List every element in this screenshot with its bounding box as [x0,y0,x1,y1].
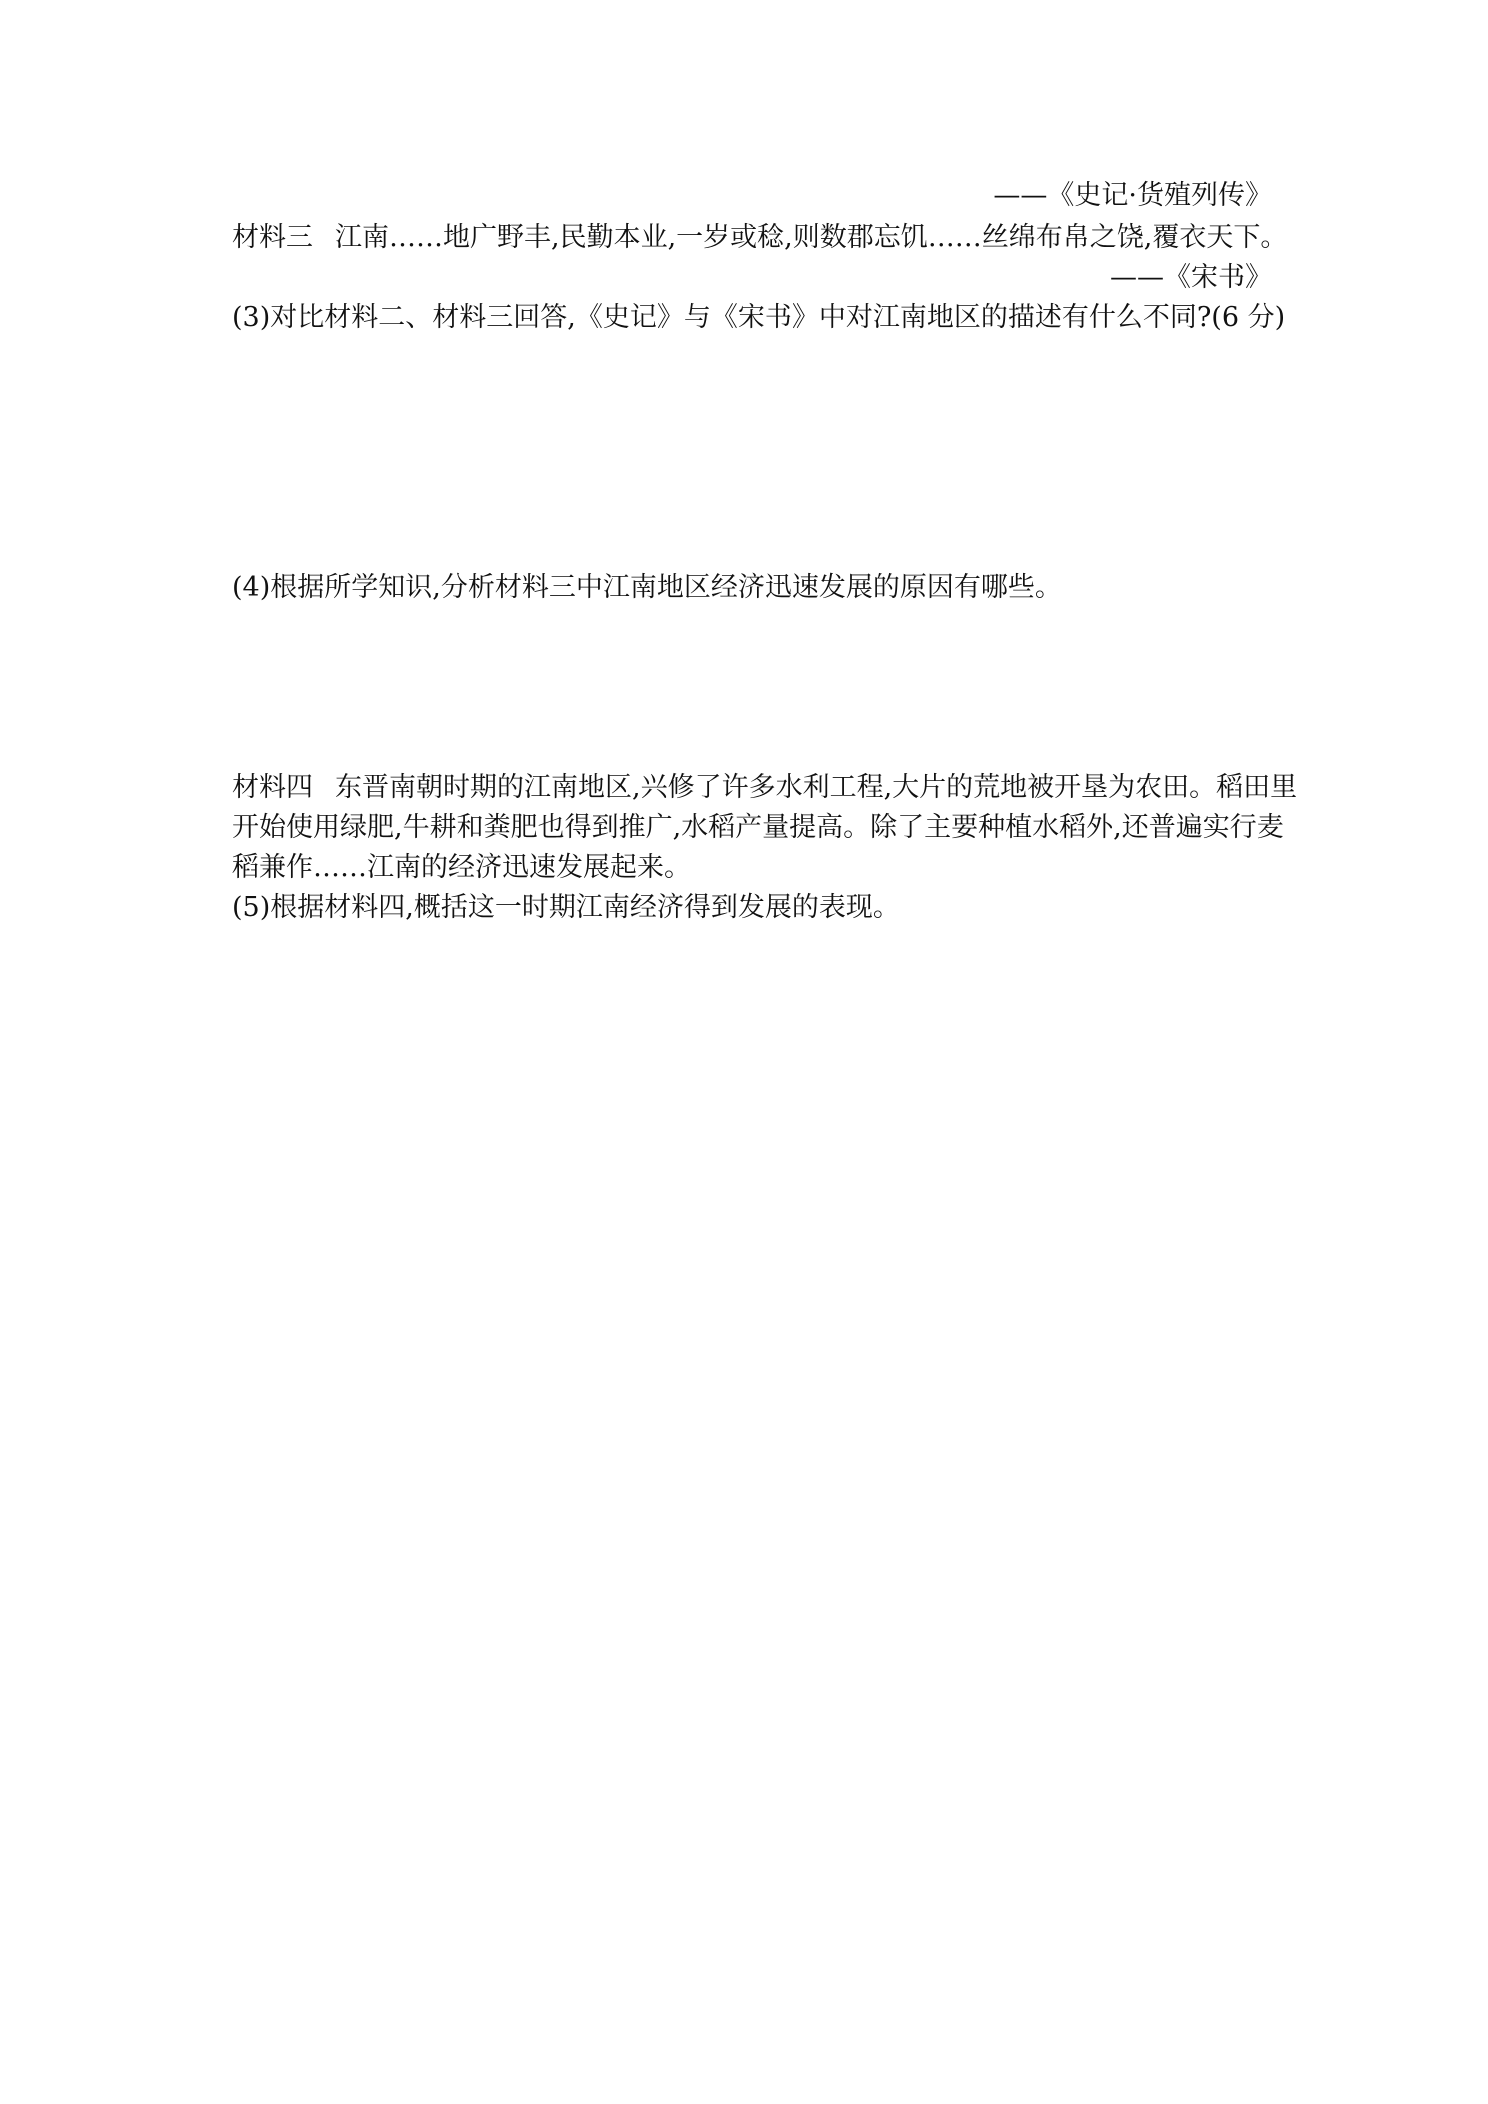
material-four-line-3: 稻兼作……江南的经济迅速发展起来。 [232,852,691,883]
page-content [232,176,1298,928]
material-four-text-line-1: 东晋南朝时期的江南地区,兴修了许多水利工程,大片的荒地被开垦为农田。稻田里 [335,772,1298,803]
material-three-label: 材料三 [232,222,313,253]
answer-space-question-four [232,608,1272,768]
material-three [232,218,1288,258]
material-four-line-2: 开始使用绿肥,牛耕和粪肥也得到推广,水稻产量提高。除了主要种植水稻外,还普遍实行麦 [232,812,1284,843]
answer-space-question-three [232,338,1272,568]
source-citation-songshu: ——《宋书》 [1110,262,1272,293]
question-four: (4)根据所学知识,分析材料三中江南地区经济迅速发展的原因有哪些。 [232,572,1062,603]
question-three: (3)对比材料二、材料三回答,《史记》与《宋书》中对江南地区的描述有什么不同?(6 分) [232,302,1286,333]
material-four-label: 材料四 [232,772,313,803]
material-three-text: 江南……地广野丰,民勤本业,一岁或稔,则数郡忘饥……丝绵布帛之饶,覆衣天下。 [335,222,1288,253]
material-four-line-1 [232,768,1298,808]
source-citation-shiji: ——《史记·货殖列传》 [993,180,1272,211]
question-five: (5)根据材料四,概括这一时期江南经济得到发展的表现。 [232,892,900,923]
